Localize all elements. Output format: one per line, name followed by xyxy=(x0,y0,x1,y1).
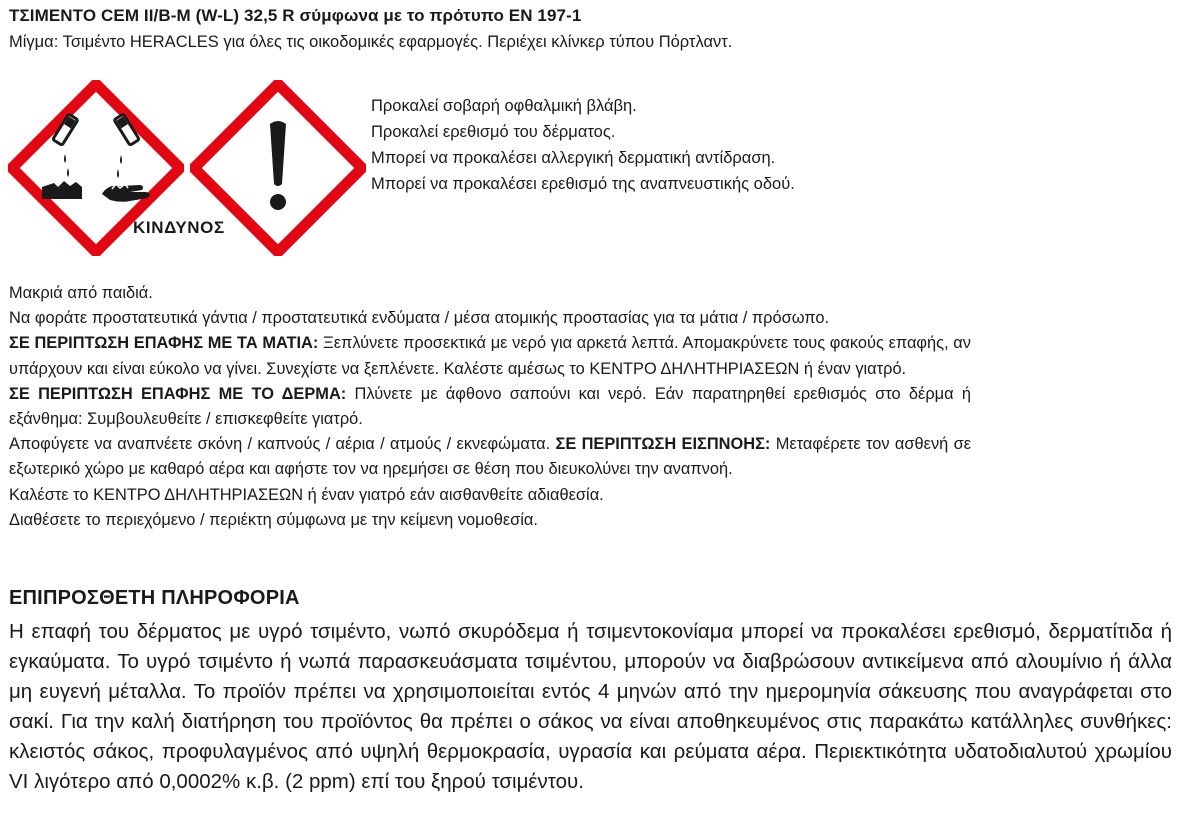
inhalation-heading: ΣΕ ΠΕΡΙΠΤΩΣΗ ΕΙΣΠΝΟΗΣ: xyxy=(555,435,771,454)
signal-word: ΚΙΝΔΥΝΟΣ xyxy=(133,218,225,237)
eye-contact-heading: ΣΕ ΠΕΡΙΠΤΩΣΗ ΕΠΑΦΗΣ ΜΕ ΤΑ ΜΑΤΙΑ: xyxy=(9,334,319,353)
skin-contact-statement xyxy=(9,382,971,432)
eye-contact-statement xyxy=(9,331,971,381)
call-center-statement: Καλέστε το ΚΕΝΤΡΟ ΔΗΛΗΤΗΡΙΑΣΕΩΝ ή έναν γιατρό εάν αισθανθείτε αδιαθεσία. xyxy=(9,485,604,504)
inhalation-statement xyxy=(9,432,971,482)
keep-away-statement: Μακριά από παιδιά. xyxy=(9,284,153,302)
hazard-statements xyxy=(371,93,795,197)
precautionary-statements xyxy=(9,281,971,533)
protection-statement: Να φοράτε προστατευτικά γάντια / προστατευτικά ενδύματα / μέσα ατομικής προστασίας για τα μάτια / πρόσωπο. xyxy=(9,309,830,328)
eye-contact-text: Ξεπλύνετε προσεκτικά με νερό για αρκετά λεπτά. Απομακρύνετε τους φακούς επαφής, αν υπάρχουν και είναι εύκολο να γίνει. Συνεχίστε να ξεπλένετε. Καλέστε αμέσως το ΚΕΝΤΡΟ ΔΗΛΗΤΗΡΙΑΣΕΩΝ ή έναν γιατρό. xyxy=(9,334,971,378)
disposal-statement: Διαθέσετε το περιεχόμενο / περιέκτη σύμφωνα με την κείμενη νομοθεσία. xyxy=(9,510,538,529)
inhalation-avoid-text: Αποφύγετε να αναπνέετε σκόνη / καπνούς / αέρια / ατμούς / εκνεφώματα. xyxy=(9,435,556,454)
inhalation-text: Μεταφέρετε τον ασθενή σε εξωτερικό χώρο με καθαρό αέρα και αφήστε τον να ηρεμήσει σε θέση που διευκολύνει την αναπνοή. xyxy=(9,435,971,479)
skin-contact-text: Πλύνετε με άφθονο σαπούνι και νερό. Εάν παρατηρηθεί ερεθισμός στο δέρμα ή εξάνθημα: Συμβουλευθείτε / επισκεφθείτε γιατρό. xyxy=(9,384,971,429)
mixture-description: Μίγμα: Τσιμέντο HERACLES για όλες τις οικοδομικές εφαρμογές. Περιέχει κλίνκερ τύπου Πόρτλαντ. xyxy=(9,33,733,51)
hazard-statement: Μπορεί να προκαλέσει αλλεργική δερματική αντίδραση. xyxy=(371,149,776,167)
hazard-statement: Προκαλεί ερεθισμό του δέρματος. xyxy=(371,123,616,141)
additional-info-heading: ΕΠΙΠΡΟΣΘΕΤΗ ΠΛΗΡΟΦΟΡΙΑ xyxy=(9,587,300,609)
skin-contact-heading: ΣΕ ΠΕΡΙΠΤΩΣΗ ΕΠΑΦΗΣ ΜΕ ΤΟ ΔΕΡΜΑ: xyxy=(9,384,347,403)
product-title: ΤΣΙΜΕΝΤΟ CEM II/B-M (W-L) 32,5 R σύμφωνα με το πρότυπο EN 197-1 xyxy=(9,6,582,25)
additional-info-text: Η επαφή του δέρματος με υγρό τσιμέντο, νωπό σκυρόδεμα ή τσιμεντοκονίαμα μπορεί να προκαλέσει ερεθισμό, δερματίτιδα ή εγκαύματα. Το υγρό τσιμέντο ή νωπά παρασκευάσματα τσιμέντου, μπορούν να διαβρώσουν αντικείμενα από αλουμίνιο ή άλλα μη ευγενή μέταλλα. Το προϊόν πρέπει να χρησιμοποιείται εντός 4 μηνών από την ημερομηνία σάκευσης που αναγράφεται στο σακί. Για την καλή διατήρηση του προϊόντος θα πρέπει ο σάκος να είναι αποθηκευμένος στις παρακάτω κατάλληλες συνθήκες: κλειστός σάκος, προφυλαγμένος από υψηλή θερμοκρασία, υγρασία και ρεύματα αέρα. Περιεκτικότητα υδατοδιαλυτού χρωμίου VI λιγότερο από 0,0002% κ.β. (2 ppm) επί του ξηρού τσιμέντου. xyxy=(9,620,1172,793)
hazard-statement: Μπορεί να προκαλέσει ερεθισμό της αναπνευστικής οδού. xyxy=(371,175,795,193)
hazard-statement: Προκαλεί σοβαρή οφθαλμική βλάβη. xyxy=(371,97,637,115)
